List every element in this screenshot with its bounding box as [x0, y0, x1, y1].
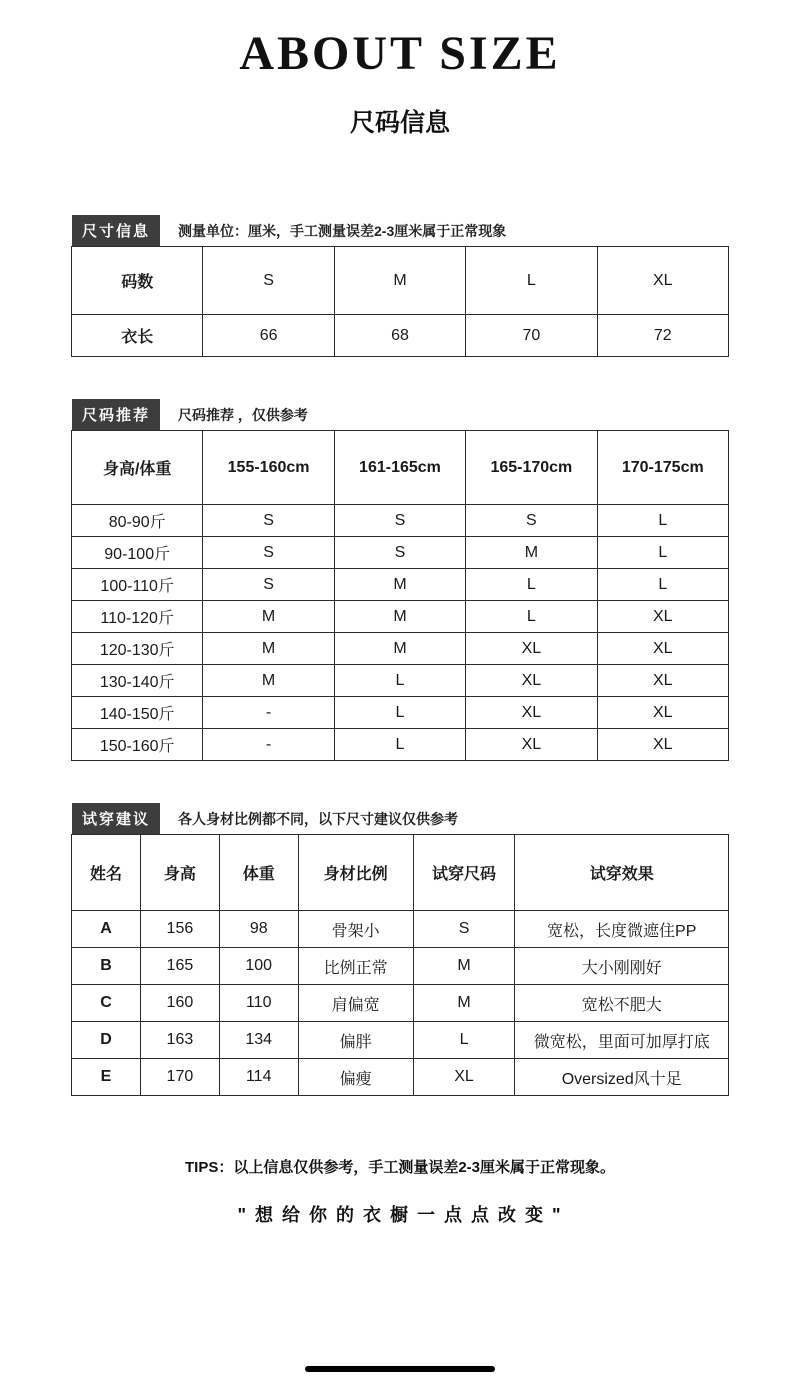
table-cell: 72 — [597, 315, 728, 357]
table-cell: 宽松不肥大 — [515, 985, 729, 1022]
table-cell: S — [203, 537, 334, 569]
table-cell: D — [72, 1022, 141, 1059]
table-cell: XL — [597, 601, 728, 633]
table-cell: L — [597, 569, 728, 601]
table-cell: S — [334, 537, 465, 569]
table-header-cell: 身高/体重 — [72, 431, 203, 505]
table-cell: B — [72, 948, 141, 985]
table-row — [72, 985, 729, 1022]
table-cell: E — [72, 1059, 141, 1096]
table-cell: 80-90斤 — [72, 505, 203, 537]
table-cell: 骨架小 — [298, 911, 413, 948]
table-cell: 大小刚刚好 — [515, 948, 729, 985]
table-cell: 宽松，长度微遮住PP — [515, 911, 729, 948]
table-cell: Oversized风十足 — [515, 1059, 729, 1096]
table-cell: 165 — [140, 948, 219, 985]
table-row — [72, 729, 729, 761]
page-subtitle: 尺码信息 — [349, 109, 450, 137]
size-recommend-badge: 尺码推荐 — [72, 399, 160, 430]
table-row — [72, 505, 729, 537]
table-cell: XL — [597, 665, 728, 697]
table-header-cell: 身高 — [140, 835, 219, 911]
table-cell: M — [413, 985, 515, 1022]
table-cell: 170 — [140, 1059, 219, 1096]
table-cell: S — [203, 247, 334, 315]
table-cell: 100-110斤 — [72, 569, 203, 601]
table-cell: 98 — [219, 911, 298, 948]
table-row — [72, 911, 729, 948]
table-header-row — [72, 431, 729, 505]
table-header-cell: 试穿尺码 — [413, 835, 515, 911]
table-cell: A — [72, 911, 141, 948]
size-recommend-table — [71, 430, 729, 761]
section-fitting — [72, 803, 800, 834]
table-cell: M — [203, 665, 334, 697]
size-recommend-note: 尺码推荐 ，仅供参考 — [178, 406, 308, 423]
table-row — [72, 247, 729, 315]
table-cell: 码数 — [72, 247, 203, 315]
table-cell: XL — [466, 665, 597, 697]
table-cell: 比例正常 — [298, 948, 413, 985]
table-cell: XL — [597, 633, 728, 665]
table-cell: M — [413, 948, 515, 985]
table-cell: 68 — [334, 315, 465, 357]
table-cell: 偏胖 — [298, 1022, 413, 1059]
home-indicator-bar — [305, 1366, 495, 1372]
table-row — [72, 1022, 729, 1059]
table-row — [72, 1059, 729, 1096]
section-size-info — [72, 215, 800, 246]
table-cell: - — [203, 697, 334, 729]
table-cell: XL — [597, 729, 728, 761]
table-cell: L — [334, 665, 465, 697]
table-cell: L — [597, 505, 728, 537]
table-cell: 114 — [219, 1059, 298, 1096]
table-cell: M — [203, 601, 334, 633]
table-header-row — [72, 835, 729, 911]
size-info-badge: 尺寸信息 — [72, 215, 160, 246]
table-cell: 110 — [219, 985, 298, 1022]
table-cell: 160 — [140, 985, 219, 1022]
table-row — [72, 633, 729, 665]
table-header-cell: 姓名 — [72, 835, 141, 911]
table-row — [72, 537, 729, 569]
table-cell: C — [72, 985, 141, 1022]
section-size-recommend — [72, 399, 800, 430]
table-cell: L — [334, 697, 465, 729]
table-cell: XL — [466, 697, 597, 729]
table-cell: L — [466, 569, 597, 601]
table-cell: 156 — [140, 911, 219, 948]
table-cell: 66 — [203, 315, 334, 357]
table-cell: L — [597, 537, 728, 569]
table-header-cell: 161-165cm — [334, 431, 465, 505]
table-cell: 衣长 — [72, 315, 203, 357]
table-cell: 120-130斤 — [72, 633, 203, 665]
table-cell: S — [203, 505, 334, 537]
table-cell: XL — [597, 247, 728, 315]
table-cell: S — [334, 505, 465, 537]
table-cell: 肩偏宽 — [298, 985, 413, 1022]
table-cell: 100 — [219, 948, 298, 985]
table-header-cell: 155-160cm — [203, 431, 334, 505]
table-row — [72, 697, 729, 729]
table-row — [72, 601, 729, 633]
fitting-badge: 试穿建议 — [72, 803, 160, 834]
table-cell: 150-160斤 — [72, 729, 203, 761]
table-cell: XL — [466, 633, 597, 665]
table-cell: 134 — [219, 1022, 298, 1059]
table-cell: 偏瘦 — [298, 1059, 413, 1096]
table-header-cell: 身材比例 — [298, 835, 413, 911]
fitting-table — [71, 834, 729, 1096]
table-cell: S — [466, 505, 597, 537]
table-cell: S — [413, 911, 515, 948]
table-cell: 140-150斤 — [72, 697, 203, 729]
table-row — [72, 569, 729, 601]
tips-text: TIPS：以上信息仅供参考，手工测量误差2-3厘米属于正常现象。 — [184, 1159, 616, 1176]
table-cell: 110-120斤 — [72, 601, 203, 633]
size-table — [71, 246, 729, 357]
table-cell: M — [334, 601, 465, 633]
page-title: ABOUT SIZE — [239, 27, 561, 80]
table-row — [72, 948, 729, 985]
size-info-note: 测量单位：厘米，手工测量误差2-3厘米属于正常现象 — [178, 222, 507, 239]
table-cell: XL — [413, 1059, 515, 1096]
table-cell: M — [203, 633, 334, 665]
table-cell: M — [334, 569, 465, 601]
fitting-note: 各人身材比例都不同，以下尺寸建议仅供参考 — [178, 810, 459, 827]
closing-quote: " 想 给 你 的 衣 橱 一 点 点 改 变 " — [237, 1205, 563, 1225]
table-header-cell: 165-170cm — [466, 431, 597, 505]
table-cell: L — [466, 601, 597, 633]
table-cell: S — [203, 569, 334, 601]
table-cell: XL — [597, 697, 728, 729]
table-cell: 微宽松，里面可加厚打底 — [515, 1022, 729, 1059]
table-cell: 90-100斤 — [72, 537, 203, 569]
table-header-cell: 170-175cm — [597, 431, 728, 505]
table-cell: 130-140斤 — [72, 665, 203, 697]
table-cell: XL — [466, 729, 597, 761]
table-cell: 70 — [466, 315, 597, 357]
table-cell: 163 — [140, 1022, 219, 1059]
table-cell: L — [466, 247, 597, 315]
table-cell: L — [334, 729, 465, 761]
table-header-cell: 试穿效果 — [515, 835, 729, 911]
table-cell: M — [334, 247, 465, 315]
table-row — [72, 315, 729, 357]
table-cell: - — [203, 729, 334, 761]
table-cell: M — [466, 537, 597, 569]
table-header-cell: 体重 — [219, 835, 298, 911]
table-row — [72, 665, 729, 697]
table-cell: M — [334, 633, 465, 665]
table-cell: L — [413, 1022, 515, 1059]
